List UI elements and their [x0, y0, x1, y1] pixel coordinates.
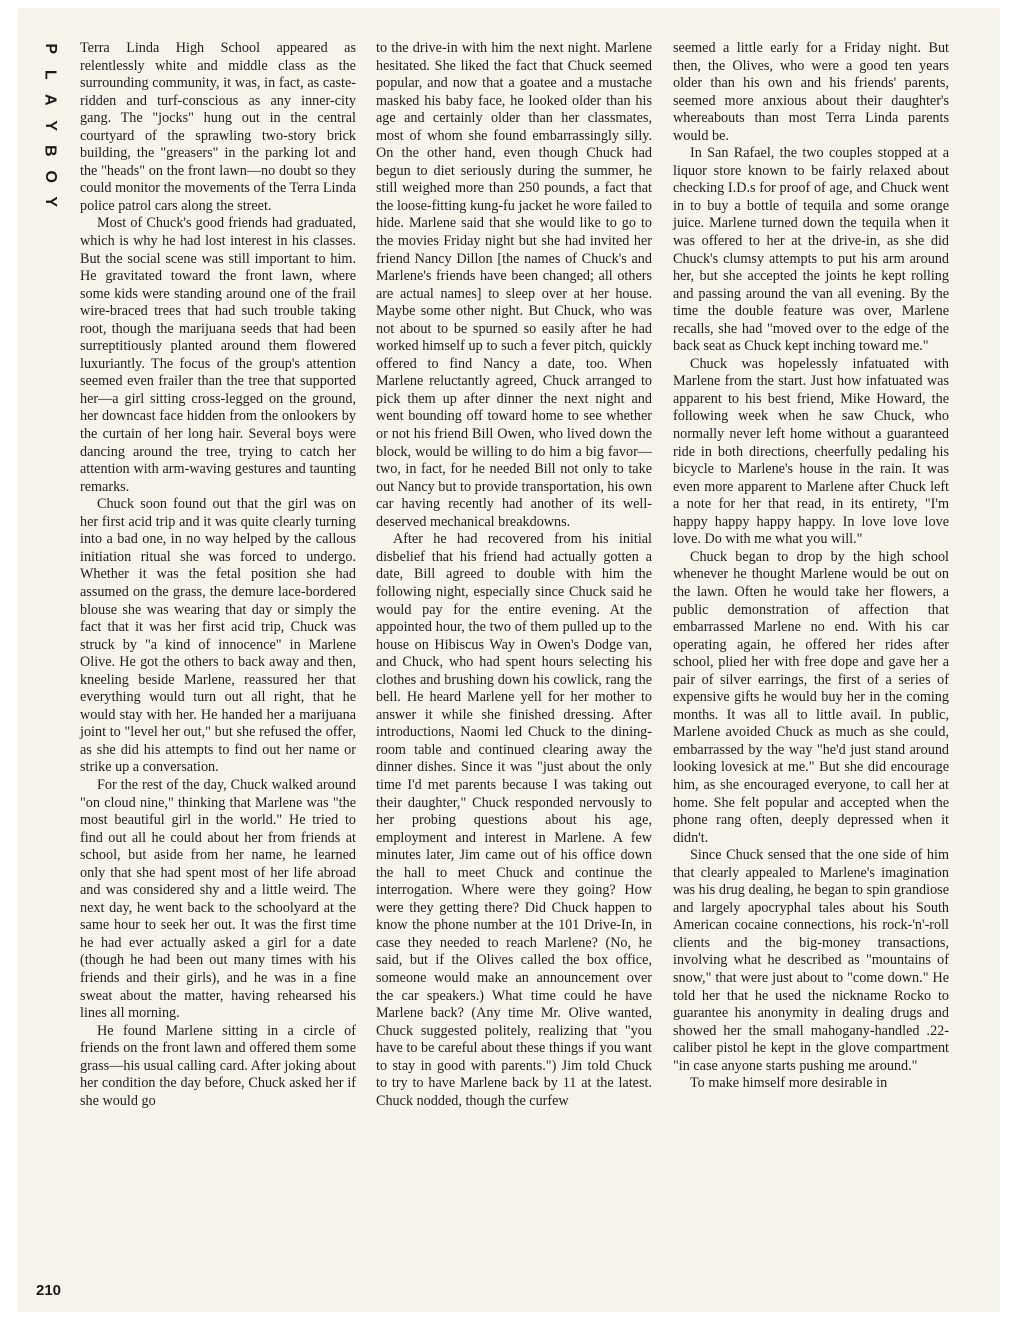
paragraph: He found Marlene sitting in a circle of friends on the front lawn and offered them some grass—his usual calling card. After joking about her condition the day before, Chuck asked her if she would go [80, 1022, 356, 1109]
paragraph: seemed a little early for a Friday night. But then, the Olives, who were a good ten years older than his own and his friends' parents, seemed more anxious about their daughter's whereabouts than most Terra Linda parents would be. [673, 40, 949, 144]
masthead-letter: Y [41, 196, 59, 208]
paragraph: In San Rafael, the two couples stopped at a liquor store known to be fairly relaxed about checking I.D.s for proof of age, and Chuck went in to buy a bottle of tequila and some orange juice. Marlene turned down the tequila when it was offered to her at the drive-in, as she did Chuck's clumsy attempts to put his arm around her, but she accepted the joints he kept rolling and passing around the van all evening. By the time the double feature was over, Marlene recalls, she had "moved over to the edge of the back seat as Chuck kept inching toward me." [673, 145, 949, 355]
masthead-letter: O [41, 170, 59, 183]
masthead-letter: P [41, 43, 59, 55]
paragraph: Chuck began to drop by the high school whenever he thought Marlene would be out on the lawn. Often he would take her flowers, a public demonstration of affection that embarrassed Marlene no end. With his car operating again, he offered her rides after school, plied her with free dope and gave her a pair of silver earrings, the first of a series of expensive gifts he would buy her in the coming months. It was all to little avail. In public, Marlene avoided Chuck as much as she could, embarrassed by the way "he'd just stand around looking lovesick at me." But she did encourage him, as she encouraged everyone, to call her at home. She felt popular and accepted when the phone rang often, deeply depressed when it didn't. [673, 548, 949, 846]
masthead-letter: L [41, 69, 59, 80]
paragraph: Chuck soon found out that the girl was on her first acid trip and it was quite clearly turning into a bad one, in no way helped by the callous initiation ritual she was forced to undergo. Whether it was the fetal position she had assumed on the grass, the demure lace-bordered blouse she was wearing that day or simply the fact that it was her first acid trip, Chuck was struck by "a kind of innocence" in Marlene Olive. He got the others to back away and then, kneeling beside Marlene, reassured her that everything would turn out all right, that he would stay with her. He handed her a marijuana joint to "level her out," but she refused the offer, as she did his attempts to find out her name or strike up a conversation. [80, 496, 356, 776]
masthead-letter: A [41, 93, 59, 106]
paragraph: After he had recovered from his initial disbelief that his friend had actually gotten a date, Bill agreed to double with him the following night, especially since Chuck said he would pay for the entire evening. At the appointed hour, the two of them pulled up to the house on Hibiscus Way in Owen's Dodge van, and Chuck, who had spent hours selecting his clothes and brushing down his cowlick, rang the bell. He heard Marlene yell for her mother to answer it while she finished dressing. After introductions, Naomi led Chuck to the dining-room table and continued clearing away the dinner dishes. Since it was "just about the only time I'd met parents because I was taking out their daughter," Chuck responded nervously to her probing questions about his age, employment and interest in Marlene. A few minutes later, Jim came out of his office down the hall to meet Chuck and continue the interrogation. Where were they going? How were they getting there? Did Chuck happen to know the phone number at the 101 Drive-In, in case they needed to reach Marlene? (No, he said, but if the Olives called the box office, someone would make an announcement over the car speakers.) What time could he have Marlene back? (Any time Mr. Olive wanted, Chuck suggested politely, realizing that "you have to be careful about these things if you want to stay in good with parents.") Jim told Chuck to try to have Marlene back by 11 at the latest. Chuck nodded, though the curfew [376, 531, 652, 1109]
magazine-masthead [40, 36, 60, 215]
masthead-letter: B [41, 144, 59, 157]
paragraph: Terra Linda High School appeared as relentlessly white and middle class as the surrounding community, it was, in fact, as caste-ridden and turf-conscious as any inner-city gang. The "jocks" hung out in the central courtyard of the sprawling two-story brick building, the "greasers" in the parking lot and the "heads" on the front lawn—no doubt so they could monitor the movements of the Terra Linda police patrol cars along the street. [80, 40, 356, 214]
masthead-letter: Y [41, 119, 59, 131]
paragraph: To make himself more desirable in [690, 1075, 888, 1092]
paragraph: Most of Chuck's good friends had graduated, which is why he had lost interest in his classes. But the social scene was still important to him. He gravitated toward the front lawn, where some kids were standing around one of the frail wire-braced trees that had such trouble taking root, though the marijuana seeds that had been surreptitiously planted around them flowered luxuriantly. The focus of the group's attention seemed even frailer than the tree that supported her—a girl sitting cross-legged on the ground, her downcast face hidden from the onlookers by the curtain of her long hair. Several boys were dancing around the tree, trying to catch her attention with arm-waving gestures and taunting remarks. [80, 215, 356, 495]
paragraph: Chuck was hopelessly infatuated with Marlene from the start. Just how infatuated was apparent to his best friend, Mike Howard, the following week when he saw Chuck, who normally never left home without a guaranteed ride in both directions, cheerfully pedaling his bicycle to Marlene's house in the rain. It was even more apparent to Marlene after Chuck left a note for her that read, in its entirety, "I'm happy happy happy happy. In love love love love. Do with me what you will." [673, 355, 949, 548]
paragraph: Since Chuck sensed that the one side of him that clearly appealed to Marlene's imagination was his drug dealing, he began to spin grandiose and largely apocryphal tales about his South American cocaine connections, his rock-'n'-roll clients and the big-money transactions, involving what he described as "mountains of snow," that were just about to "come down." He told her that he used the nickname Rocko to guarantee his anonymity in dealing drugs and showed her the small mahogany-handled .22-caliber pistol he kept in the glove compartment "in case anyone starts pushing me around." [673, 847, 949, 1074]
paragraph: For the rest of the day, Chuck walked around "on cloud nine," thinking that Marlene was "the most beautiful girl in the world." He tried to find out all he could about her from friends at school, but aside from her name, he learned only that she had spent most of her life abroad and was considered shy and a little weird. The next day, he went back to the schoolyard at the same hour to seek her out. It was the first time he had ever actually asked a girl for a date (though he had been out many times with his friends and their girls), and he was in a fine sweat about the matter, having rehearsed his lines all morning. [80, 776, 356, 1022]
text-column-1 [80, 40, 356, 1110]
page-number: 210 [36, 1282, 62, 1299]
text-column-2 [376, 40, 652, 1110]
magazine-page [18, 8, 1000, 1312]
text-column-3 [673, 40, 949, 1093]
paragraph: to the drive-in with him the next night. Marlene hesitated. She liked the fact that Chuck seemed popular, and now that a goatee and a mustache masked his baby face, he looked older than his age and certainly older than her classmates, most of whom she found embarrassingly silly. On the other hand, even though Chuck had begun to diet seriously during the summer, he still weighed more than 250 pounds, a fact that the loose-fitting kung-fu jacket he wore failed to hide. Marlene said that she would like to go to the movies Friday night but she had invited her friend Nancy Dillon [the names of Chuck's and Marlene's friends have been changed; all others are actual names] to sleep over at her house. Maybe some other night. But Chuck, who was not about to be spurned so easily after he had worked himself up to such a fever pitch, quickly offered to find Nancy a date, too. When Marlene reluctantly agreed, Chuck arranged to pick them up after dinner the next night and went bounding off toward home to see whether or not his friend Bill Owen, who lived down the block, would be willing to do him a big favor—two, in fact, for he needed Bill not only to take out Nancy but to provide transportation, his own car having recently had another of its well-deserved mechanical breakdowns. [376, 40, 652, 530]
